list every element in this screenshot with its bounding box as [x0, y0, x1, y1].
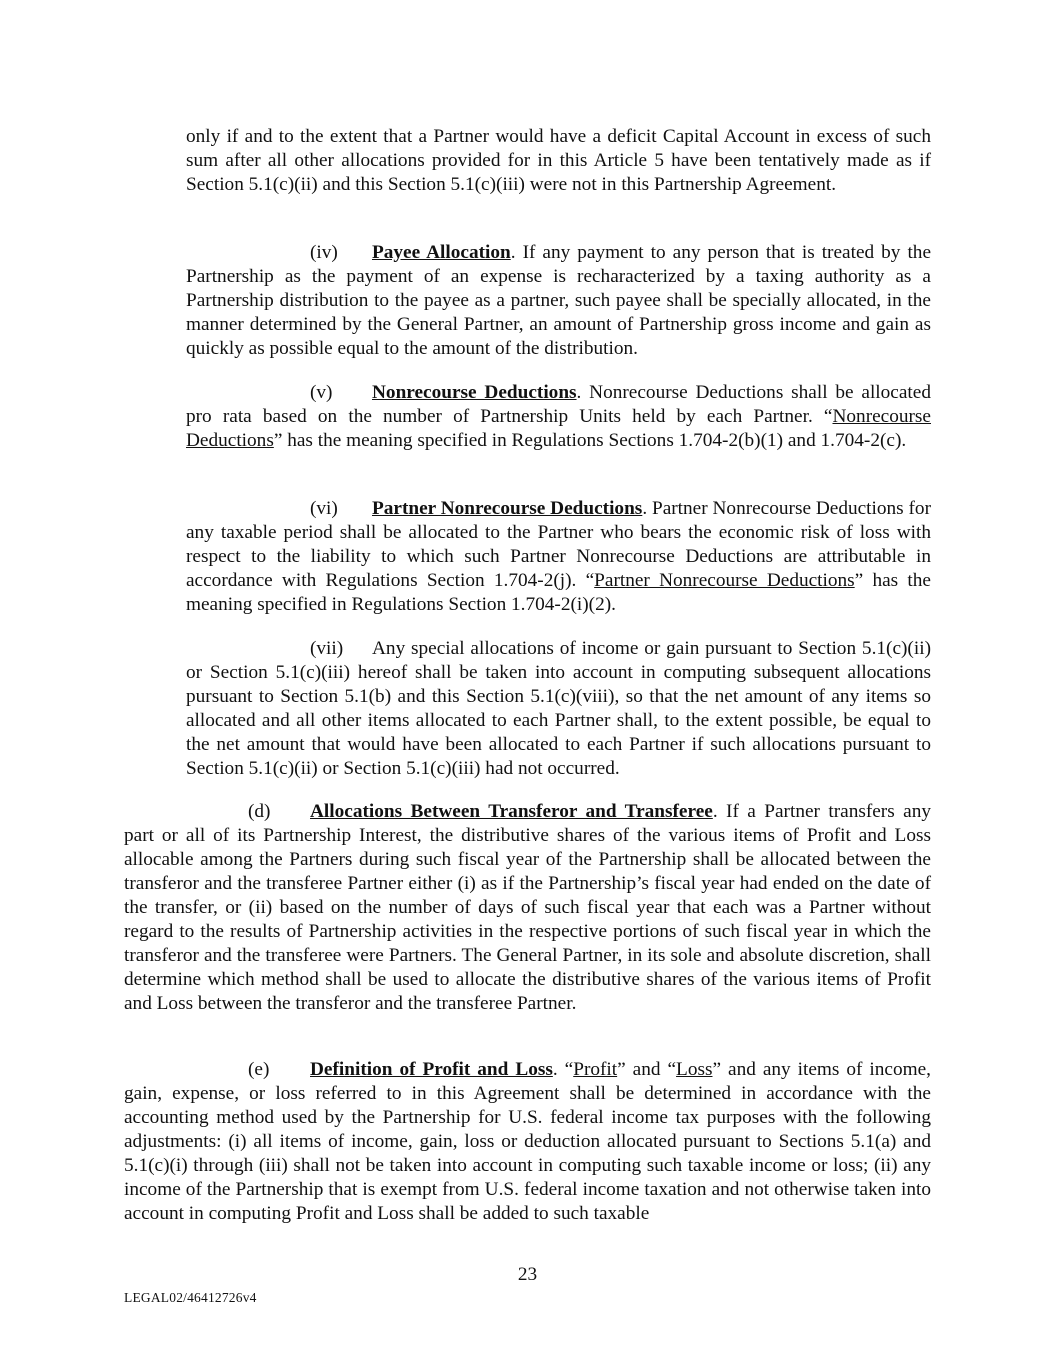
defined-term: Partner Nonrecourse Deductions [594, 570, 855, 591]
paragraph-nonrecourse-deductions: (v) Nonrecourse Deductions. Nonrecourse Deductions shall be allocated pro rata based on the number of Partnership Units held by each Partner. “Nonrecourse Deductions” has the meaning specified in Regulations Sections 1.704-2(b)(1) and 1.704-2(c). [186, 382, 931, 451]
document-code: LEGAL02/46412726v4 [124, 1290, 257, 1305]
defined-term: Nonrecourse Deductions [186, 406, 931, 451]
paragraph-continuation: only if and to the extent that a Partner would have a deficit Capital Account in excess of such sum after all other allocations provided for in this Article 5 have been tentatively made as if Section 5.1(c)(ii) and this Section 5.1(c)(iii) were not in this Partnership Agreement. [186, 126, 931, 195]
clause-label: (vii) [310, 638, 344, 659]
clause-heading: Allocations Between Transferor and Transferee [310, 801, 713, 822]
clause-label: (vi) [310, 498, 338, 519]
clause-heading: Definition of Profit and Loss [310, 1059, 553, 1080]
paragraph-partner-nonrecourse-deductions: (vi) Partner Nonrecourse Deductions. Partner Nonrecourse Deductions for any taxable period shall be allocated to the Partner who bears the economic risk of loss with respect to the liability to which such Partner Nonrecourse Deductions are attributable in accordance with Regulations Section 1.704-2(j). “Partner Nonrecourse Deductions” has the meaning specified in Regulations Section 1.704-2(i)(2). [186, 498, 931, 615]
clause-label: (e) [248, 1059, 270, 1080]
paragraph-payee-allocation: (iv) Payee Allocation. If any payment to any person that is treated by the Partnership as the payment of an expense is recharacterized by a taxing authority as a Partnership distribution to the payee as a partner, such payee shall be specially allocated, in the manner determined by the General Partner, an amount of Partnership gross income and gain as quickly as possible equal to the amount of the distribution. [186, 242, 932, 359]
clause-heading: Nonrecourse Deductions [372, 382, 577, 403]
defined-term-loss: Loss [676, 1059, 713, 1080]
clause-label: (v) [310, 382, 333, 403]
page-number: 23 [517, 1264, 538, 1285]
clause-heading: Partner Nonrecourse Deductions [372, 498, 643, 519]
clause-label: (d) [248, 801, 271, 822]
paragraph-profit-and-loss: (e) Definition of Profit and Loss. “Profit” and “Loss” and any items of income, gain, expense, or loss referred to in this Agreement shall be determined in accordance with the accounting method used by the Partnership for U.S. federal income tax purposes with the following adjustments: (i) all items of income, gain, loss or deduction allocated pursuant to Sections 5.1(a) and 5.1(c)(i) through (iii) shall not be taken into account in computing such taxable income or loss; (ii) any income of the Partnership that is exempt from U.S. federal income taxation and not otherwise taken into account in computing Profit and Loss shall be added to such taxable [124, 1059, 931, 1224]
paragraph-transferor-transferee: (d) Allocations Between Transferor and Transferee. If a Partner transfers any part or all of its Partnership Interest, the distributive shares of the various items of Profit and Loss allocable among the Partners during such fiscal year of the Partnership shall be allocated between the transferor and the transferee Partner either (i) as if the Partnership’s fiscal year had ended on the date of the transfer, or (ii) based on the number of days of such fiscal year that each was a Partner without regard to the results of Partnership activities in the respective portions of such fiscal year in which the transferor and the transferee were Partners. The General Partner, in its sole and absolute discretion, shall determine which method shall be used to allocate the distributive shares of the various items of Profit and Loss between the transferor and the transferee Partner. [124, 801, 931, 1014]
clause-label: (iv) [310, 242, 338, 263]
clause-heading: Payee Allocation [372, 242, 511, 263]
paragraph-special-allocations: (vii) Any special allocations of income or gain pursuant to Section 5.1(c)(ii) or Section 5.1(c)(iii) hereof shall be taken into account in computing subsequent allocations pursuant to Section 5.1(b) and this Section 5.1(c)(viii), so that the net amount of any items so allocated and all other items allocated to each Partner shall, to the extent possible, be equal to the net amount that would have been allocated to each Partner if such allocations pursuant to Section 5.1(c)(ii) or Section 5.1(c)(iii) had not occurred. [186, 638, 931, 779]
defined-term-profit: Profit [573, 1059, 618, 1080]
